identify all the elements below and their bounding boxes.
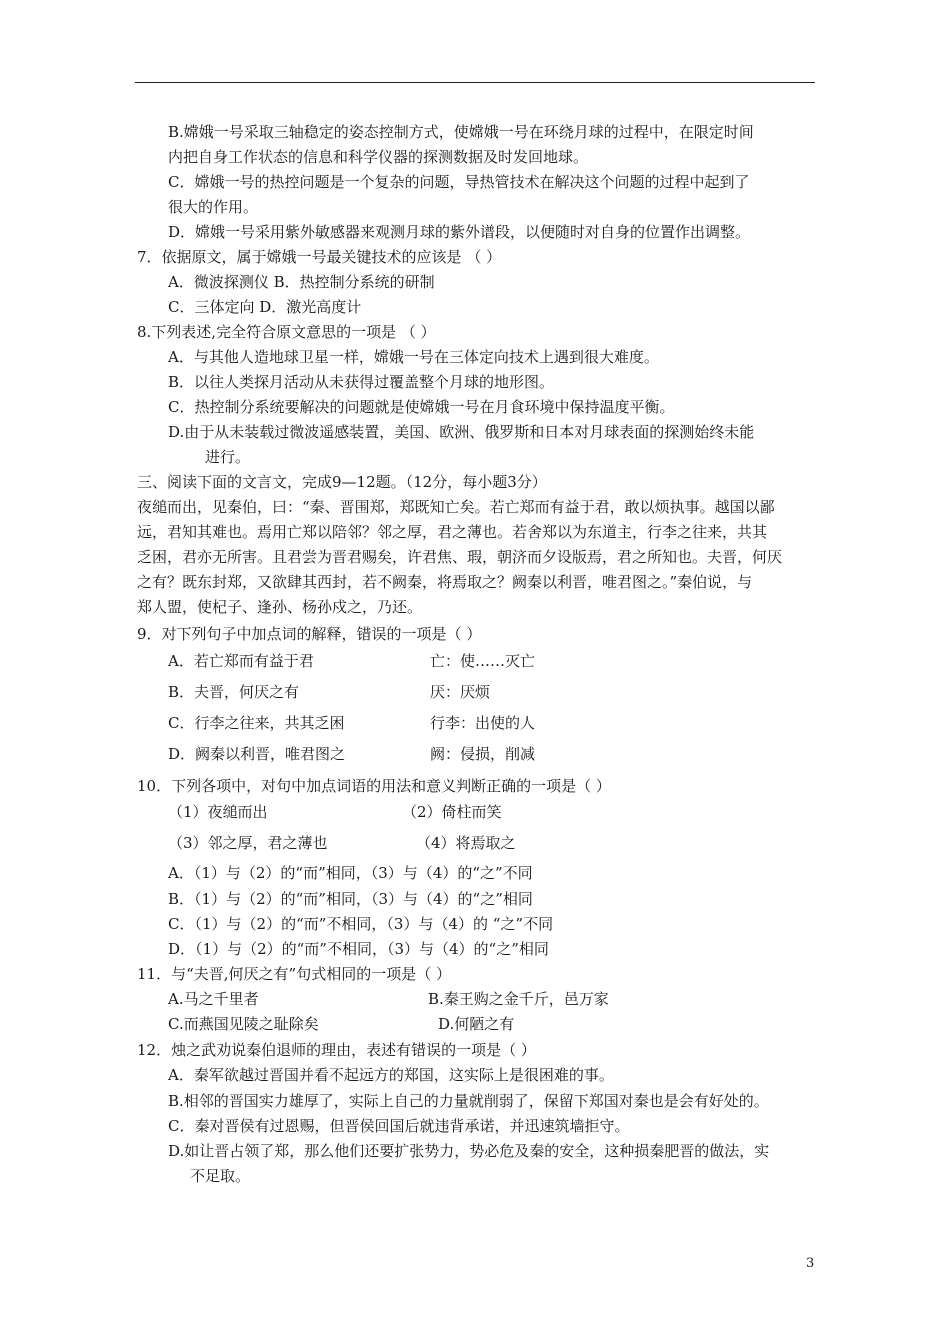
q9-stem: 9．对下列句子中加点词的解释，错误的一项是（ ） bbox=[137, 625, 482, 643]
q9-option-b: B．夫晋，何厌之有 bbox=[168, 683, 300, 701]
q7-options-cd: C．三体定向 D．激光高度计 bbox=[168, 298, 362, 316]
q10-stem: 10．下列各项中，对句中加点词语的用法和意义判断正确的一项是（ ） bbox=[137, 777, 611, 795]
q12-option-b: B.相邻的晋国实力雄厚了，实际上自己的力量就削弱了，保留下郑国对秦也是会有好处的。 bbox=[168, 1092, 769, 1110]
q10-option-a: A．（1）与（2）的“而”相同，（3）与（4）的“之”不同 bbox=[168, 864, 533, 882]
passage-line-5: 郑人盟，使杞子、逢孙、杨孙戍之，乃还。 bbox=[137, 598, 423, 616]
q11-stem: 11．与“夫晋,何厌之有”句式相同的一项是（ ） bbox=[137, 965, 451, 983]
header-rule bbox=[135, 82, 815, 83]
passage-line-4: 之有？既东封郑，又欲肆其西封，若不阙秦，将焉取之？阙秦以利晋，唯君图之。”秦伯说，与 bbox=[137, 573, 753, 591]
q8-option-d-line2: 进行。 bbox=[205, 448, 251, 466]
q11-option-b: B.秦王购之金千斤，邑万家 bbox=[428, 990, 609, 1008]
q8-option-d-line1: D.由于从未装载过微波遥感装置，美国、欧洲、俄罗斯和日本对月球表面的探测始终未能 bbox=[168, 423, 755, 441]
passage-line-3: 乏困，君亦无所害。且君尝为晋君赐矣，许君焦、瑕，朝济而夕设版焉，君之所知也。夫晋，何厌 bbox=[137, 548, 783, 566]
q6-option-c-line2: 很大的作用。 bbox=[168, 198, 259, 216]
q7-stem: 7．依据原文，属于嫦娥一号最关键技术的应该是 （ ） bbox=[137, 248, 502, 266]
q9-option-c: C．行李之往来，共其乏困 bbox=[168, 714, 345, 732]
q8-stem: 8.下列表述,完全符合原文意思的一项是 （ ） bbox=[137, 323, 436, 341]
section-3-heading: 三、阅读下面的文言文，完成9—12题。（12分，每小题3分） bbox=[137, 473, 547, 491]
q6-option-b-line2: 内把自身工作状态的信息和科学仪器的探测数据及时发回地球。 bbox=[168, 148, 589, 166]
q12-stem: 12．烛之武劝说秦伯退师的理由，表述有错误的一项是（ ） bbox=[137, 1041, 536, 1059]
q10-item-4: （4）将焉取之 bbox=[416, 834, 516, 852]
q9-answer-d: 阙：侵损，削减 bbox=[430, 745, 536, 763]
q9-answer-a: 亡：使……灭亡 bbox=[430, 652, 536, 670]
q12-option-d-line1: D.如让晋占领了郑，那么他们还要扩张势力，势必危及秦的安全，这种损秦肥晋的做法，实 bbox=[168, 1142, 770, 1160]
q12-option-d-line2: 不足取。 bbox=[190, 1167, 251, 1185]
q7-options-ab: A．微波探测仪 B．热控制分系统的研制 bbox=[168, 273, 435, 291]
q6-option-c-line1: C．嫦娥一号的热控问题是一个复杂的问题，导热管技术在解决这个问题的过程中起到了 bbox=[168, 173, 750, 191]
q9-option-a: A．若亡郑而有益于君 bbox=[168, 652, 314, 670]
q8-option-c: C．热控制分系统要解决的问题就是使嫦娥一号在月食环境中保持温度平衡。 bbox=[168, 398, 675, 416]
q10-option-d: D．（1）与（2）的“而”不相同，（3）与（4）的“之”相同 bbox=[168, 940, 549, 958]
page-number: 3 bbox=[806, 1256, 815, 1271]
q11-option-a: A.马之千里者 bbox=[168, 990, 259, 1008]
q12-option-c: C．秦对晋侯有过恩赐，但晋侯回国后就违背承诺，并迅速筑墙拒守。 bbox=[168, 1117, 630, 1135]
q10-option-c: C．（1）与（2）的“而”不相同，（3）与（4）的 “之”不同 bbox=[168, 915, 554, 933]
q10-item-3: （3）邻之厚，君之薄也 bbox=[168, 834, 328, 852]
q6-option-b-line1: B.嫦娥一号采取三轴稳定的姿态控制方式，使嫦娥一号在环绕月球的过程中，在限定时间 bbox=[168, 123, 754, 141]
q11-option-c: C.而燕国见陵之耻除矣 bbox=[168, 1015, 319, 1033]
q11-option-d: D.何陋之有 bbox=[438, 1015, 515, 1033]
q8-option-a: A．与其他人造地球卫星一样，嫦娥一号在三体定向技术上遇到很大难度。 bbox=[168, 348, 659, 366]
q12-option-a: A．秦军欲越过晋国并看不起远方的郑国，这实际上是很困难的事。 bbox=[168, 1066, 614, 1084]
q9-answer-c: 行李：出使的人 bbox=[430, 714, 536, 732]
passage-line-1: 夜缒而出，见秦伯，曰：“秦、晋围郑，郑既知亡矣。若亡郑而有益于君，敢以烦执事。越国以鄙 bbox=[137, 498, 775, 516]
q10-item-1: （1）夜缒而出 bbox=[168, 803, 268, 821]
passage-line-2: 远，君知其难也。焉用亡郑以陪邻？邻之厚，君之薄也。若舍郑以为东道主，行李之往来，共其 bbox=[137, 523, 768, 541]
q6-option-d: D．嫦娥一号采用紫外敏感器来观测月球的紫外谱段，以便随时对自身的位置作出调整。 bbox=[168, 223, 751, 241]
q10-option-b: B．（1）与（2）的“而”相同，（3）与（4）的“之”相同 bbox=[168, 890, 533, 908]
q8-option-b: B．以往人类探月活动从未获得过覆盖整个月球的地形图。 bbox=[168, 373, 555, 391]
q9-answer-b: 厌：厌烦 bbox=[430, 683, 491, 701]
q9-option-d: D．阙秦以利晋，唯君图之 bbox=[168, 745, 346, 763]
q10-item-2: （2）倚柱而笑 bbox=[402, 803, 502, 821]
